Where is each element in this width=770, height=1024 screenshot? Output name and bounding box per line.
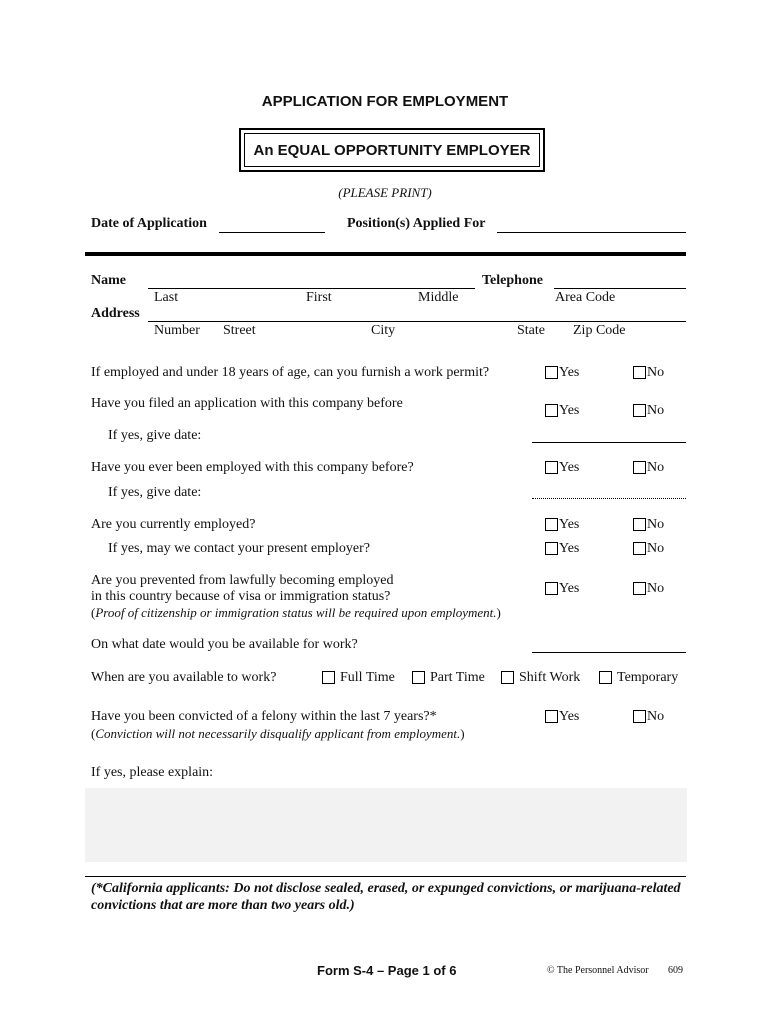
question-prevented-line1: Are you prevented from lawfully becoming employed (91, 573, 394, 588)
question-filed-before: Have you filed an application with this company before (91, 396, 403, 411)
date-of-application-field[interactable] (219, 232, 325, 233)
area-code-caption: Area Code (555, 290, 616, 305)
option-yes-label: Yes (559, 541, 580, 556)
question-employed-before: Have you ever been employed with this company before? (91, 460, 414, 475)
telephone-field[interactable] (554, 288, 686, 289)
street-caption: Street (223, 323, 256, 338)
option-yes-label: Yes (559, 365, 580, 380)
question-currently-employed: Are you currently employed? (91, 517, 256, 532)
option-yes-label: Yes (559, 460, 580, 475)
part-time-checkbox[interactable] (412, 671, 425, 684)
telephone-label: Telephone (482, 273, 543, 288)
option-yes-label: Yes (559, 517, 580, 532)
full-time-label: Full Time (340, 670, 395, 685)
question-available-date: On what date would you be available for work? (91, 637, 358, 652)
shift-work-checkbox[interactable] (501, 671, 514, 684)
name-label: Name (91, 273, 126, 288)
california-note-line1: (*California applicants: Do not disclose sealed, erased, or expunged convictions, or marijuana-related (91, 881, 681, 896)
option-no-label: No (647, 517, 665, 532)
form-title: APPLICATION FOR EMPLOYMENT (261, 93, 509, 110)
employer-box: An EQUAL OPPORTUNITY EMPLOYER (244, 133, 540, 167)
option-no-label: No (647, 460, 665, 475)
work-permit-no-checkbox[interactable] (633, 366, 646, 379)
proof-of-citizenship-text: Proof of citizenship or immigration status will be required upon employment. (95, 605, 497, 620)
position-applied-field[interactable] (497, 232, 686, 233)
employed-before-yes-checkbox[interactable] (545, 461, 558, 474)
currently-employed-yes-checkbox[interactable] (545, 518, 558, 531)
contact-employer-no-checkbox[interactable] (633, 542, 646, 555)
felony-no-checkbox[interactable] (633, 710, 646, 723)
question-prevented-line2: in this country because of visa or immigration status? (91, 589, 391, 604)
number-caption: Number (154, 323, 200, 338)
option-no-label: No (647, 709, 665, 724)
employed-before-date-field[interactable] (532, 498, 686, 499)
address-label: Address (91, 306, 140, 321)
work-permit-yes-checkbox[interactable] (545, 366, 558, 379)
explain-bottom-rule (85, 876, 686, 877)
part-time-label: Part Time (430, 670, 485, 685)
felony-disqualify-text: Conviction will not necessarily disqualify applicant from employment. (95, 726, 461, 741)
question-contact-employer: If yes, may we contact your present employer? (108, 541, 371, 556)
middle-name-caption: Middle (418, 290, 459, 305)
option-no-label: No (647, 581, 665, 596)
contact-employer-yes-checkbox[interactable] (545, 542, 558, 555)
proof-of-citizenship-note: (Proof of citizenship or immigration status will be required upon employment.) (91, 605, 501, 620)
option-no-label: No (647, 541, 665, 556)
option-yes-label: Yes (559, 709, 580, 724)
form-code: 609 (668, 965, 683, 976)
explain-label: If yes, please explain: (91, 765, 214, 780)
city-caption: City (371, 323, 396, 338)
filed-before-date-field[interactable] (532, 442, 686, 443)
first-name-caption: First (306, 290, 332, 305)
form-page-label: Form S-4 – Page 1 of 6 (317, 963, 457, 978)
california-note-line2: convictions that are more than two years old.) (91, 898, 355, 913)
filed-before-date-label: If yes, give date: (108, 428, 202, 443)
question-work-permit: If employed and under 18 years of age, can you furnish a work permit? (91, 365, 490, 380)
filed-before-yes-checkbox[interactable] (545, 404, 558, 417)
temporary-checkbox[interactable] (599, 671, 612, 684)
question-felony: Have you been convicted of a felony within the last 7 years?* (91, 709, 437, 724)
option-yes-label: Yes (559, 581, 580, 596)
date-of-application-label: Date of Application (91, 216, 207, 231)
currently-employed-no-checkbox[interactable] (633, 518, 646, 531)
question-when-available: When are you available to work? (91, 670, 277, 685)
position-applied-label: Position(s) Applied For (347, 216, 486, 231)
employed-before-date-label: If yes, give date: (108, 485, 202, 500)
state-caption: State (517, 323, 545, 338)
temporary-label: Temporary (617, 670, 679, 685)
option-no-label: No (647, 365, 665, 380)
prevented-no-checkbox[interactable] (633, 582, 646, 595)
option-yes-label: Yes (559, 403, 580, 418)
name-field[interactable] (148, 288, 475, 289)
full-time-checkbox[interactable] (322, 671, 335, 684)
last-name-caption: Last (154, 290, 179, 305)
please-print-note: (PLEASE PRINT) (338, 185, 432, 200)
copyright-text: © The Personnel Advisor (547, 965, 649, 976)
filed-before-no-checkbox[interactable] (633, 404, 646, 417)
section-divider (85, 252, 686, 256)
felony-disqualify-note: (Conviction will not necessarily disqualify applicant from employment.) (91, 726, 465, 741)
available-date-field[interactable] (532, 652, 686, 653)
shift-work-label: Shift Work (519, 670, 581, 685)
prevented-yes-checkbox[interactable] (545, 582, 558, 595)
felony-yes-checkbox[interactable] (545, 710, 558, 723)
option-no-label: No (647, 403, 665, 418)
explain-text-area[interactable] (85, 788, 687, 862)
zip-code-caption: Zip Code (573, 323, 626, 338)
address-field[interactable] (148, 321, 686, 322)
employed-before-no-checkbox[interactable] (633, 461, 646, 474)
